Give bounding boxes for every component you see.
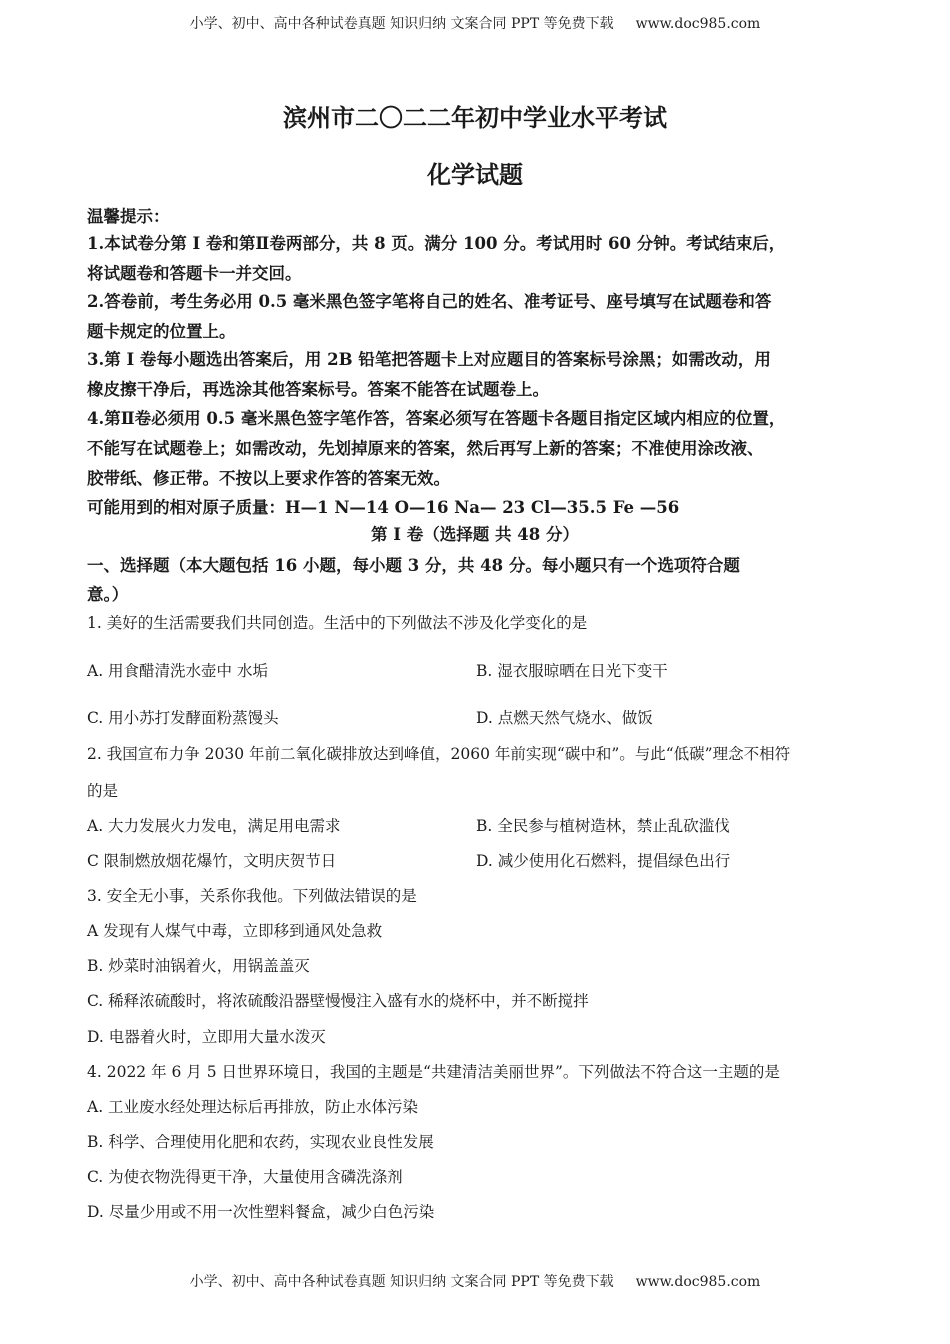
option-b[interactable]: B. 科学、合理使用化肥和农药，实现农业良性发展 <box>87 1133 434 1151</box>
part-title: 第 I 卷（选择题 共 48 分） <box>371 525 579 544</box>
question-stem: 4. 2022 年 6 月 5 日世界环境日，我国的主题是“共建清洁美丽世界”。下列做法不符合这一主题的是 <box>87 1063 780 1081</box>
question-stem: 3. 安全无小事，关系你我他。下列做法错误的是 <box>87 887 417 905</box>
option-b[interactable]: B. 全民参与植树造林，禁止乱砍滥伐 <box>476 817 730 835</box>
notes-heading: 温馨提示： <box>87 207 170 226</box>
note-line: 1.本试卷分第 I 卷和第Ⅱ卷两部分，共 8 页。满分 100 分。考试用时 60 分钟。考试结束后， <box>87 234 786 253</box>
option-d[interactable]: D. 尽量少用或不用一次性塑料餐盒，减少白色污染 <box>87 1203 435 1221</box>
option-a[interactable]: A. 大力发展火力发电，满足用电需求 <box>87 817 341 835</box>
exam-title: 滨州市二〇二二年初中学业水平考试 <box>283 103 667 132</box>
atomic-masses: 可能用到的相对原子质量：H—1 N—14 O—16 Na— 23 Cl—35.5 Fe —56 <box>87 498 680 517</box>
option-c[interactable]: C. 稀释浓硫酸时，将浓硫酸沿器壁慢慢注入盛有水的烧杯中，并不断搅拌 <box>87 992 589 1010</box>
option-a[interactable]: A 发现有人煤气中毒，立即移到通风处急救 <box>87 922 383 940</box>
question-stem: 2. 我国宣布力争 2030 年前二氧化碳排放达到峰值，2060 年前实现“碳中和”。与此“低碳”理念不相符 <box>87 745 791 763</box>
option-c[interactable]: C. 为使衣物洗得更干净，大量使用含磷洗涤剂 <box>87 1168 403 1186</box>
note-line: 不能写在试题卷上；如需改动，先划掉原来的答案，然后再写上新的答案；不准使用涂改液、 <box>87 439 764 458</box>
option-d[interactable]: D. 电器着火时，立即用大量水泼灭 <box>87 1028 326 1046</box>
question-stem: 1. 美好的生活需要我们共同创造。生活中的下列做法不涉及化学变化的是 <box>87 614 588 632</box>
note-line: 题卡规定的位置上。 <box>87 322 236 341</box>
option-d[interactable]: D. 点燃天然气烧水、做饭 <box>476 709 653 727</box>
note-line: 4.第Ⅱ卷必须用 0.5 毫米黑色签字笔作答，答案必须写在答题卡各题目指定区域内相应的位置， <box>87 409 786 428</box>
option-d[interactable]: D. 减少使用化石燃料，提倡绿色出行 <box>476 852 731 870</box>
option-c[interactable]: C 限制燃放烟花爆竹，文明庆贺节日 <box>87 852 337 870</box>
question-stem: 的是 <box>87 782 119 800</box>
section-instruction: 意。） <box>87 585 129 604</box>
option-a[interactable]: A. 工业废水经处理达标后再排放，防止水体污染 <box>87 1098 419 1116</box>
footer-text: 小学、初中、高中各种试卷真题 知识归纳 文案合同 PPT 等免费下载 <box>189 1274 614 1290</box>
page-header <box>0 13 950 33</box>
option-c[interactable]: C. 用小苏打发酵面粉蒸馒头 <box>87 709 279 727</box>
exam-subject: 化学试题 <box>427 160 523 189</box>
footer-site-link[interactable]: www.doc985.com <box>635 1274 761 1290</box>
header-site-link[interactable]: www.doc985.com <box>635 16 761 32</box>
option-a[interactable]: A. 用食醋清洗水壶中 水垢 <box>87 662 268 680</box>
page-footer <box>0 1271 950 1291</box>
note-line: 胶带纸、修正带。不按以上要求作答的答案无效。 <box>87 469 450 488</box>
option-b[interactable]: B. 湿衣服晾晒在日光下变干 <box>476 662 668 680</box>
note-line: 橡皮擦干净后，再选涂其他答案标号。答案不能答在试题卷上。 <box>87 380 549 399</box>
header-text: 小学、初中、高中各种试卷真题 知识归纳 文案合同 PPT 等免费下载 <box>189 16 614 32</box>
note-line: 2.答卷前，考生务必用 0.5 毫米黑色签字笔将自己的姓名、准考证号、座号填写在试题卷和答 <box>87 292 772 311</box>
option-b[interactable]: B. 炒菜时油锅着火，用锅盖盖灭 <box>87 957 310 975</box>
section-instruction: 一、选择题（本大题包括 16 小题，每小题 3 分，共 48 分。每小题只有一个选项符合题 <box>87 556 740 575</box>
note-line: 将试题卷和答题卡一并交回。 <box>87 264 302 283</box>
note-line: 3.第 I 卷每小题选出答案后，用 2B 铅笔把答题卡上对应题目的答案标号涂黑；如需改动，用 <box>87 350 771 369</box>
